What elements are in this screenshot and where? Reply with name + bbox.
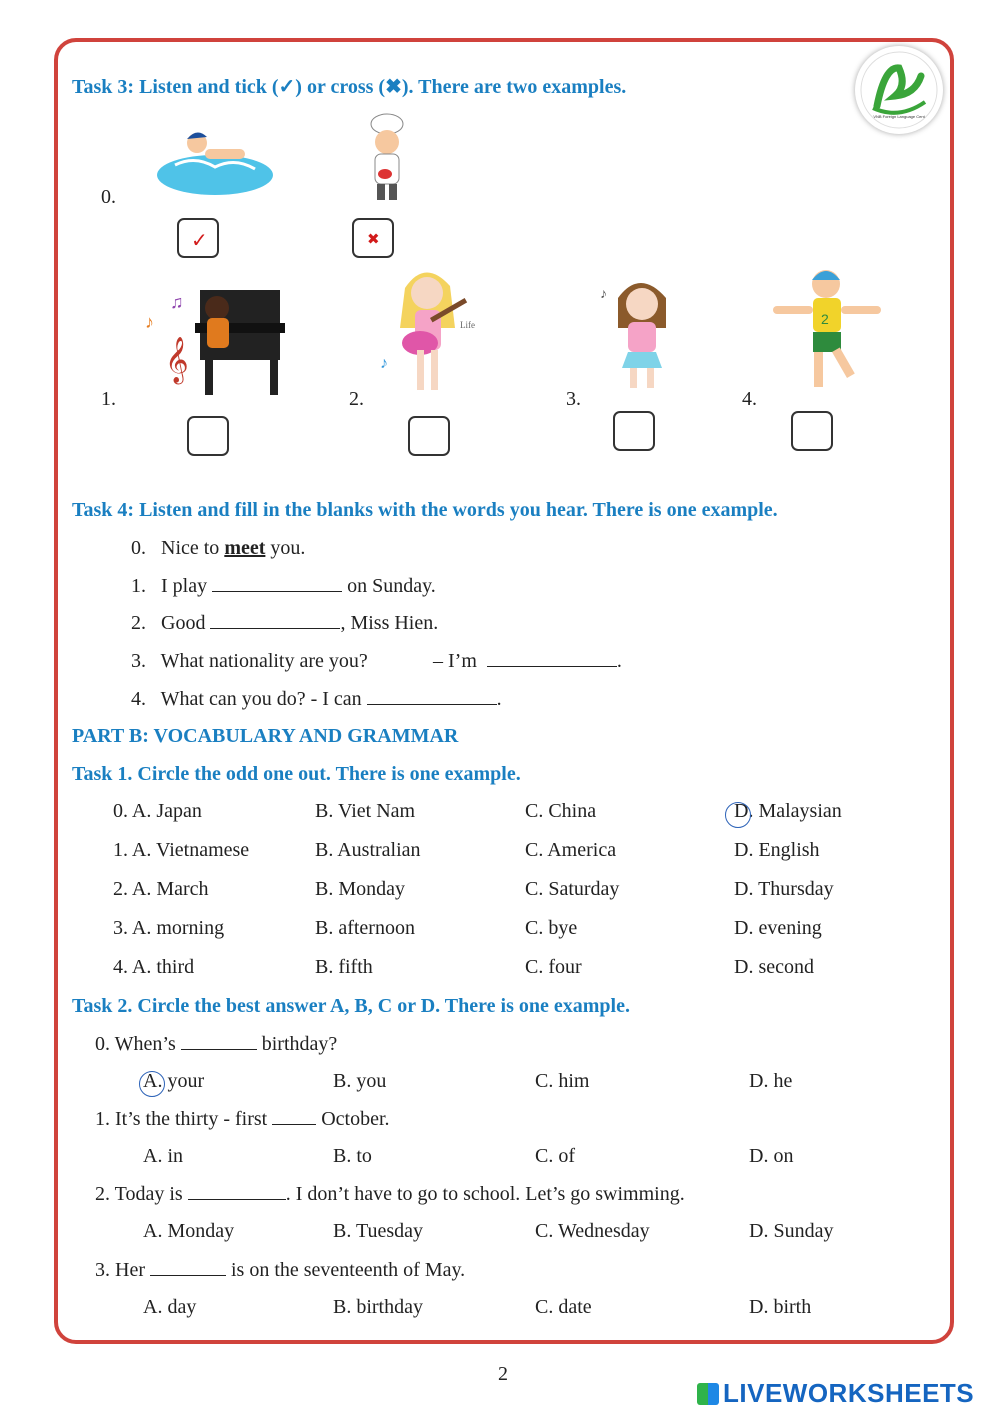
sentence-end: you.: [265, 537, 306, 559]
sentence-start: Nice to: [161, 537, 225, 559]
example-1-checkbox[interactable]: [177, 218, 219, 258]
question-end: October.: [316, 1108, 390, 1130]
option-d[interactable]: D. he: [749, 1070, 793, 1092]
sentence-start: What can you do? - I can: [160, 688, 367, 710]
answer-blank[interactable]: [212, 575, 342, 592]
task4-item-3-answer: [433, 650, 622, 673]
cross-mark-icon: ✖: [367, 232, 380, 248]
question-1: [95, 1108, 390, 1131]
question-0: [95, 1033, 337, 1056]
task-b2-title: Task 2. Circle the best answer A, B, C or D. There is one example.: [72, 995, 630, 1017]
sentence-start: Good: [161, 612, 211, 634]
question-3: [95, 1259, 465, 1282]
svg-text:♪: ♪: [380, 355, 388, 372]
option-d[interactable]: D. Malaysian: [734, 800, 842, 822]
task4-item-3: [131, 650, 368, 673]
option-b[interactable]: B. Tuesday: [333, 1220, 424, 1242]
option-b[interactable]: B. fifth: [315, 956, 373, 978]
svg-text:𝄞: 𝄞: [165, 337, 189, 383]
option-d[interactable]: D. English: [734, 839, 820, 861]
item-3-checkbox[interactable]: [613, 411, 655, 451]
option-a[interactable]: A. in: [143, 1145, 183, 1167]
option-b[interactable]: B. birthday: [333, 1296, 423, 1318]
option-a[interactable]: 1. A. Vietnamese: [113, 839, 250, 861]
brand-name: LIVEWORKSHEETS: [723, 1378, 975, 1408]
item-2-checkbox[interactable]: [408, 416, 450, 456]
sentence-start: What nationality are you?: [160, 650, 368, 672]
option-b[interactable]: B. Viet Nam: [315, 800, 416, 822]
question-start: 0. When’s: [95, 1033, 181, 1055]
task4-item-2: [131, 612, 438, 635]
check-mark-icon: ✓: [191, 230, 208, 252]
singing-girl-picture: [600, 268, 695, 393]
option-c[interactable]: C. him: [535, 1070, 590, 1092]
sentence-end: .: [616, 650, 622, 672]
option-a[interactable]: 2. A. March: [113, 878, 209, 900]
example-label: 0.: [101, 186, 116, 208]
option-c[interactable]: C. of: [535, 1145, 575, 1167]
guitar-girl-picture: [375, 258, 500, 406]
answer-blank[interactable]: [188, 1183, 286, 1200]
item-label-3: 3.: [566, 388, 581, 410]
option-a[interactable]: 0. A. Japan: [113, 800, 202, 822]
question-end: . I don’t have to go to school. Let’s go swimming.: [285, 1183, 685, 1205]
option-a[interactable]: A. your: [143, 1070, 205, 1092]
svg-text:♪: ♪: [600, 287, 607, 302]
option-c[interactable]: C. Saturday: [525, 878, 620, 900]
item-number: 3.: [131, 650, 146, 672]
option-c[interactable]: C. China: [525, 800, 597, 822]
question-end: is on the seventeenth of May.: [225, 1259, 466, 1281]
page-number: 2: [498, 1363, 508, 1385]
option-a[interactable]: A. day: [143, 1296, 197, 1318]
item-4-checkbox[interactable]: [791, 411, 833, 451]
item-label-4: 4.: [742, 388, 757, 410]
item-label-1: 1.: [101, 388, 116, 410]
item-number: 1.: [131, 575, 146, 597]
option-b[interactable]: B. Australian: [315, 839, 421, 861]
option-a[interactable]: 3. A. morning: [113, 917, 225, 939]
sentence-end: on Sunday.: [342, 575, 436, 597]
option-c[interactable]: C. America: [525, 839, 617, 861]
task3-title: Task 3: Listen and tick (✓) or cross (✖). There are two examples.: [72, 76, 627, 98]
swimming-picture: [155, 125, 275, 200]
option-a[interactable]: 4. A. third: [113, 956, 195, 978]
task4-example: [131, 537, 305, 560]
option-b[interactable]: B. you: [333, 1070, 387, 1092]
option-b[interactable]: B. to: [333, 1145, 372, 1167]
task4-title: Task 4: Listen and fill in the blanks with the words you hear. There is one example.: [72, 499, 778, 521]
brand-logo: [697, 1378, 974, 1409]
option-d[interactable]: D. second: [734, 956, 814, 978]
example-answer-circle: [725, 802, 751, 828]
answer-blank[interactable]: [272, 1108, 316, 1125]
answer-blank[interactable]: [487, 650, 617, 667]
answer-blank[interactable]: [210, 612, 340, 629]
answer-blank[interactable]: [150, 1259, 226, 1276]
option-a[interactable]: A. Monday: [143, 1220, 235, 1242]
svg-text:♫: ♫: [170, 292, 184, 312]
option-c[interactable]: C. Wednesday: [535, 1220, 650, 1242]
question-end: birthday?: [256, 1033, 338, 1055]
sentence-start: I play: [161, 575, 213, 597]
question-2: [95, 1183, 685, 1206]
svg-text:2: 2: [821, 311, 829, 327]
question-start: 3. Her: [95, 1259, 150, 1281]
item-number: 4.: [131, 688, 146, 710]
svg-text:VNB Foreign Language Cent: VNB Foreign Language Cent: [873, 114, 925, 119]
option-c[interactable]: C. date: [535, 1296, 592, 1318]
school-logo: [855, 46, 943, 134]
chef-picture: [355, 112, 425, 207]
sentence-end: .: [496, 688, 502, 710]
skating-boy-picture: [768, 262, 888, 402]
question-start: 2. Today is: [95, 1183, 188, 1205]
option-c[interactable]: C. bye: [525, 917, 578, 939]
example-answer: meet: [224, 537, 266, 559]
option-c[interactable]: C. four: [525, 956, 582, 978]
option-d[interactable]: D. evening: [734, 917, 822, 939]
option-d[interactable]: D. Sunday: [749, 1220, 834, 1242]
task-b1-title: Task 1. Circle the odd one out. There is one example.: [72, 763, 521, 785]
item-1-checkbox[interactable]: [187, 416, 229, 456]
piano-picture: [135, 268, 300, 403]
option-b[interactable]: B. afternoon: [315, 917, 415, 939]
question-start: 1. It’s the thirty - first: [95, 1108, 273, 1130]
example-2-checkbox[interactable]: [352, 218, 394, 258]
task4-item-1: [131, 575, 436, 598]
sentence-end: , Miss Hien.: [340, 612, 439, 634]
option-d[interactable]: D. birth: [749, 1296, 812, 1318]
answer-blank[interactable]: [367, 688, 497, 705]
answer-blank[interactable]: [181, 1033, 257, 1050]
example-answer-circle: [139, 1071, 165, 1097]
option-d[interactable]: D. Thursday: [734, 878, 834, 900]
part-b-title: PART B: VOCABULARY AND GRAMMAR: [72, 725, 459, 747]
liveworksheets-icon: [697, 1383, 719, 1405]
item-label-2: 2.: [349, 388, 364, 410]
option-d[interactable]: D. on: [749, 1145, 794, 1167]
item-number: 2.: [131, 612, 146, 634]
item-number: 0.: [131, 537, 146, 559]
svg-text:♪: ♪: [145, 312, 154, 332]
task4-item-4: [131, 688, 502, 711]
svg-text:Life: Life: [460, 320, 475, 330]
option-b[interactable]: B. Monday: [315, 878, 405, 900]
sentence-middle: – I’m: [433, 650, 482, 672]
